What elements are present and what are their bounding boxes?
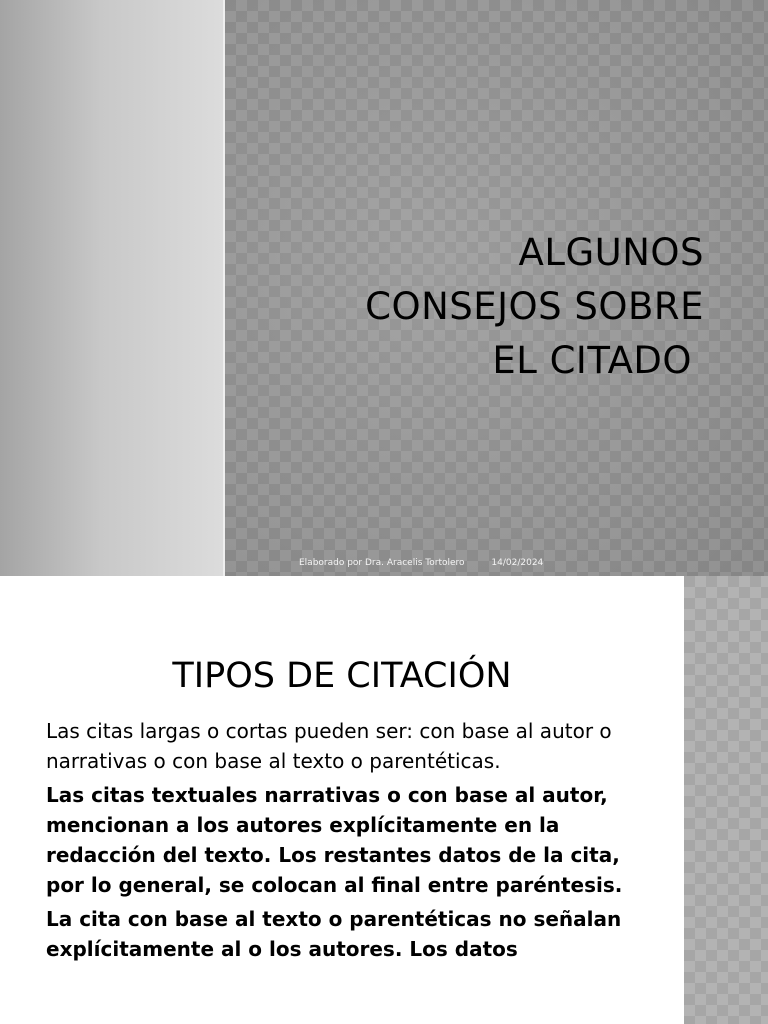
body-paragraph-2: Las citas textuales narrativas o con base al autor, mencionan a los autores explícitamente en la redacción del texto. Los restantes datos de la cita, por lo general, se colocan al final entre paréntesis. (46, 783, 623, 897)
content-slide (0, 576, 768, 1024)
footer-date: 14/02/2024 (491, 558, 544, 568)
footer-author: Elaborado por Dra. Aracelis Tortolero (299, 558, 465, 568)
content-slide-body (46, 716, 661, 968)
body-paragraph-3: La cita con base al texto o parentéticas no señalan explícitamente al o los autores. Los datos (46, 907, 622, 961)
title-line-3: EL CITADO (492, 339, 692, 382)
title-line-2: CONSEJOS SOBRE (365, 285, 704, 328)
content-slide-title: TIPOS DE CITACIÓN (172, 656, 512, 696)
body-paragraph-1: Las citas largas o cortas pueden ser: con base al autor o narrativas o con base al texto o parentéticas. (46, 719, 612, 773)
slide-footer (299, 558, 543, 568)
patterned-side-stripe (684, 576, 768, 1024)
slide-title (284, 226, 704, 388)
title-line-1: ALGUNOS (518, 231, 704, 274)
left-gradient-panel (0, 0, 223, 576)
